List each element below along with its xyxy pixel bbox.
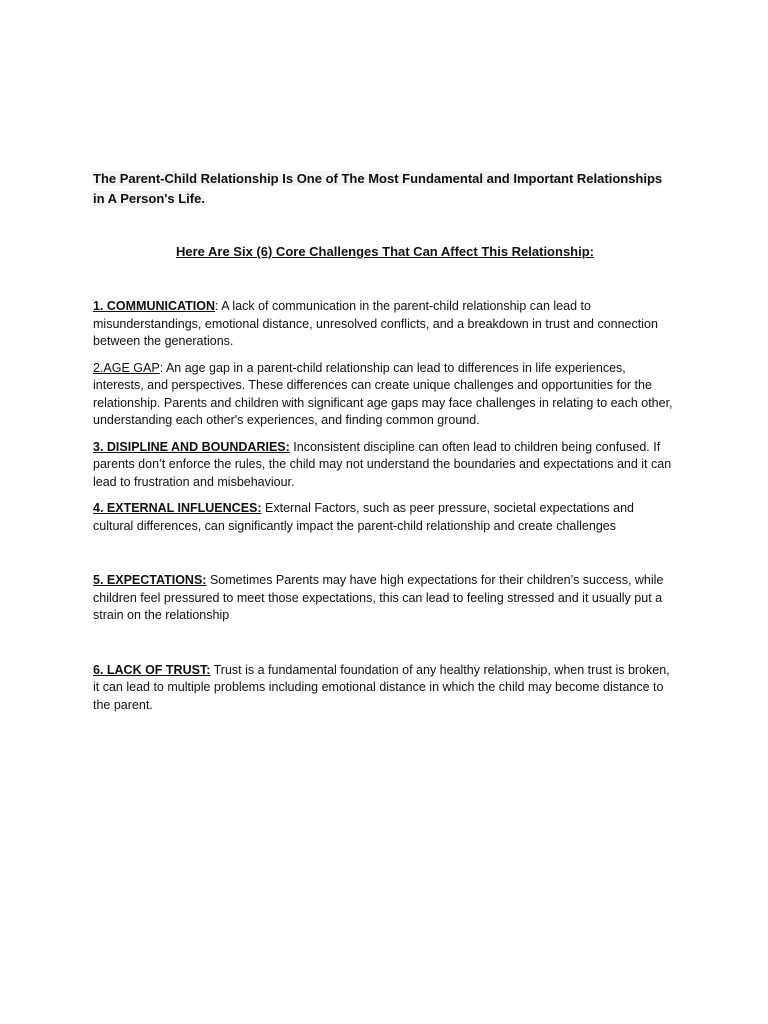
list-item	[93, 572, 677, 625]
section-subheading: Here Are Six (6) Core Challenges That Can Affect This Relationship:	[175, 244, 594, 259]
item-label: 3. DISIPLINE AND BOUNDARIES:	[93, 439, 290, 454]
item-label: 2.AGE GAP	[93, 360, 160, 375]
item-text: An age gap in a parent-child relationship can lead to differences in life experiences, interests, and perspectives. These differences can create unique challenges and opportunities for the relationship. Parents and children with significant age gaps may face challenges in relating to each other, understanding each other's experiences, and finding common ground.	[93, 360, 673, 427]
item-separator: :	[159, 360, 166, 375]
item-label: 1. COMMUNICATION	[93, 299, 215, 313]
list-item	[93, 360, 677, 430]
document-body	[93, 169, 677, 714]
item-label: 6. LACK OF TRUST:	[93, 662, 211, 677]
item-text: Trust is a fundamental foundation of any healthy relationship, when trust is broken, it can lead to multiple problems including emotional distance in which the child may become distance to the parent.	[93, 662, 670, 712]
item-text: External Factors, such as peer pressure, societal expectations and cultural differences, can significantly impact the parent-child relationship and create challenges	[93, 501, 634, 533]
list-item	[93, 500, 677, 535]
list-item	[93, 662, 677, 715]
list-item	[93, 439, 677, 492]
item-separator: :	[215, 299, 222, 313]
document-title: The Parent-Child Relationship Is One of The Most Fundamental and Important Relationships in A Person's Life.	[93, 171, 663, 206]
item-label: 5. EXPECTATIONS:	[93, 573, 207, 587]
item-text: Inconsistent discipline can often lead to children being confused. If parents don’t enforce the rules, the child may not understand the boundaries and expectations and it can lead to frustration and misbehaviour.	[93, 439, 672, 489]
document-title-block	[93, 169, 677, 209]
item-label: 4. EXTERNAL INFLUENCES:	[93, 501, 262, 515]
item-text: Sometimes Parents may have high expectations for their children’s success, while children feel pressured to meet those expectations, this can lead to feeling stressed and it usually put a strain on the relationship	[93, 573, 664, 622]
list-item	[93, 298, 677, 351]
item-text: A lack of communication in the parent-child relationship can lead to misunderstandings, emotional distance, unresolved conflicts, and a breakdown in trust and connection between the generations.	[93, 299, 658, 348]
